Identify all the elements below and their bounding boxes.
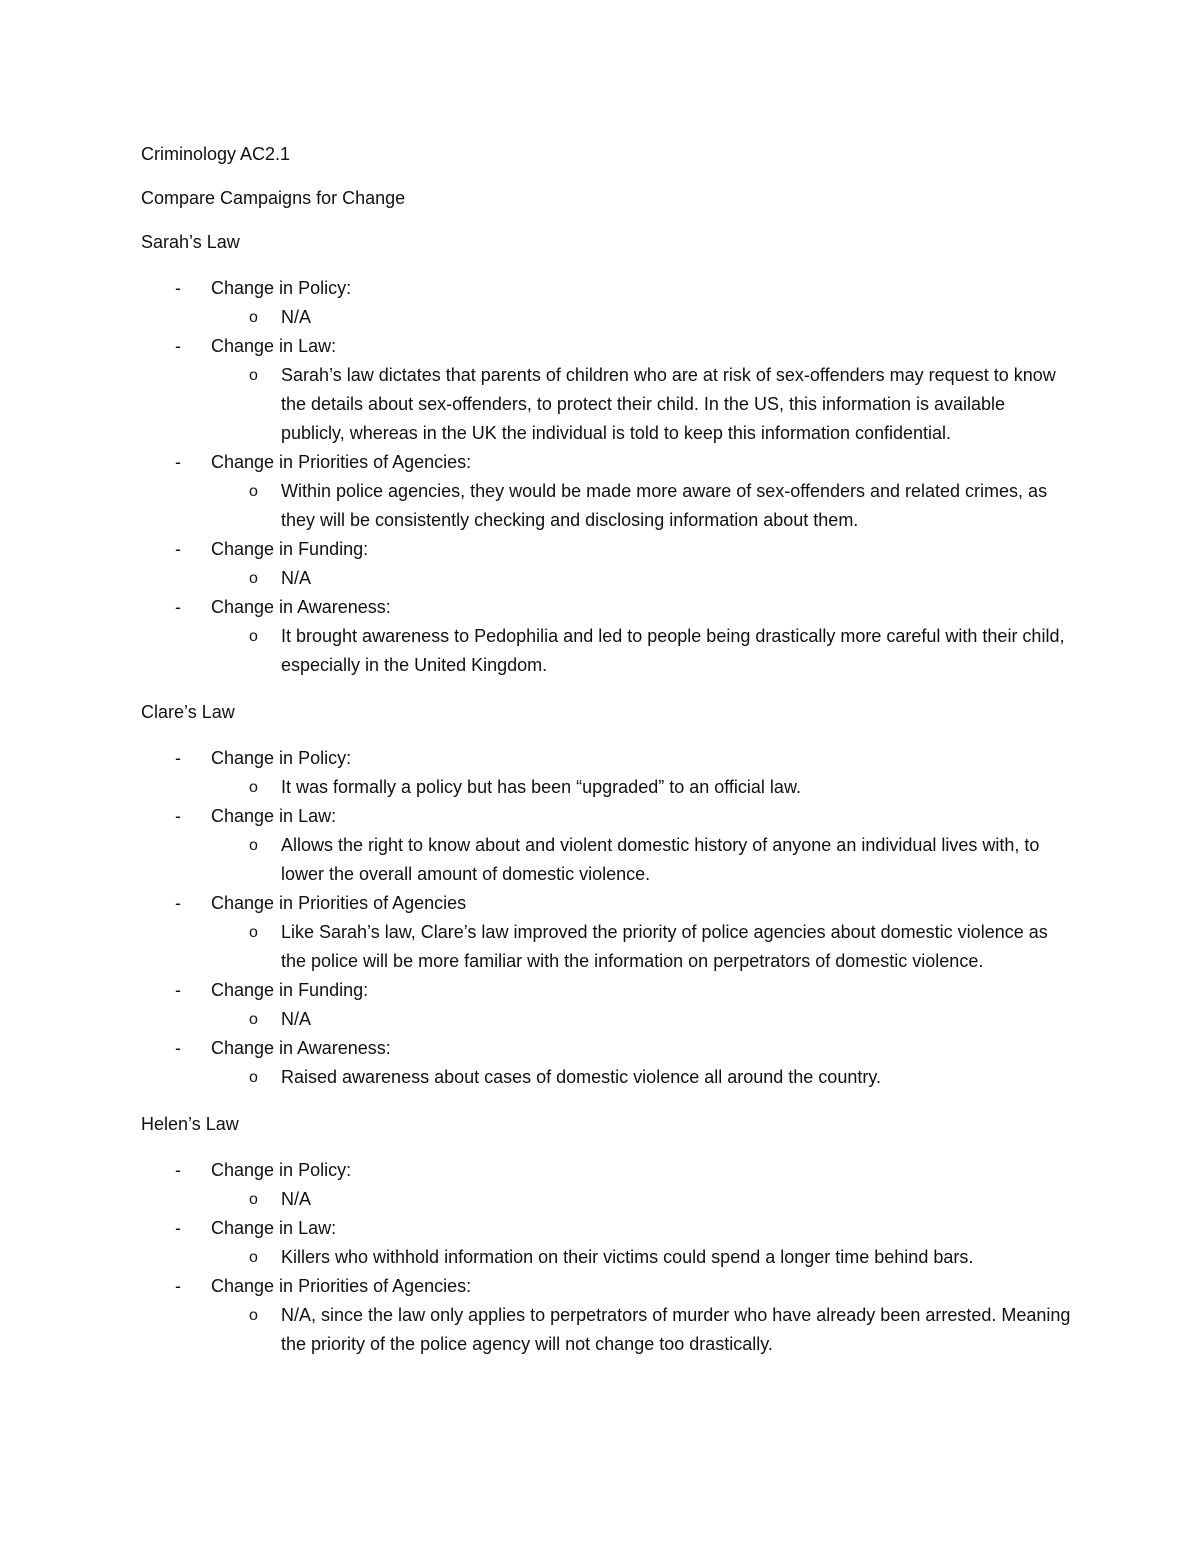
change-item [141,593,1071,680]
point-item [211,622,1071,680]
dash-bullet-icon: - [175,597,181,617]
dash-bullet-icon: - [175,539,181,559]
change-list [141,274,1071,680]
law-section [141,700,1071,1092]
sections-container [141,230,1071,1359]
change-label: Change in Funding: [211,539,369,559]
point-text: Killers who withhold information on their victims could spend a longer time behind bars. [281,1247,974,1267]
point-list [211,361,1071,448]
point-list [211,564,1071,593]
circle-bullet-icon: o [249,924,258,941]
point-text: Raised awareness about cases of domestic violence all around the country. [281,1067,882,1087]
point-item [211,1063,1071,1092]
change-label: Change in Policy: [211,748,352,768]
circle-bullet-icon: o [249,1191,258,1208]
point-text: Within police agencies, they would be made more aware of sex-offenders and related crimes, as they will be consistently checking and disclosing information about them. [281,481,1048,530]
section-heading: Helen’s Law [141,1114,239,1134]
dash-bullet-icon: - [175,748,181,768]
point-item [211,1185,1071,1214]
change-item [141,332,1071,448]
point-list [211,303,1071,332]
point-item [211,1301,1071,1359]
change-label: Change in Law: [211,336,337,356]
point-list [211,1185,1071,1214]
dash-bullet-icon: - [175,1038,181,1058]
change-item [141,448,1071,535]
circle-bullet-icon: o [249,309,258,326]
change-label: Change in Awareness: [211,597,391,617]
point-item [211,918,1071,976]
change-item [141,1156,1071,1214]
dash-bullet-icon: - [175,336,181,356]
change-label: Change in Priorities of Agencies: [211,452,472,472]
change-list [141,744,1071,1092]
law-section [141,1112,1071,1359]
point-list [211,918,1071,976]
change-item [141,1034,1071,1092]
section-heading: Sarah’s Law [141,232,240,252]
circle-bullet-icon: o [249,1069,258,1086]
point-text: N/A [281,568,312,588]
point-item [211,564,1071,593]
change-item [141,802,1071,889]
change-label: Change in Policy: [211,278,352,298]
circle-bullet-icon: o [249,570,258,587]
point-list [211,1243,1071,1272]
change-label: Change in Law: [211,806,337,826]
change-label: Change in Priorities of Agencies: [211,1276,472,1296]
dash-bullet-icon: - [175,1160,181,1180]
point-text: N/A [281,1189,312,1209]
change-item [141,1214,1071,1272]
point-text: N/A, since the law only applies to perpetrators of murder who have already been arrested. Meaning the priority of the police agency will not change too drastically. [281,1305,1071,1354]
point-text: Like Sarah’s law, Clare’s law improved the priority of police agencies about domestic violence as the police will be more familiar with the information on perpetrators of domestic violence. [281,922,1048,971]
document-title: Criminology AC2.1 [141,144,291,164]
section-heading: Clare’s Law [141,702,235,722]
change-label: Change in Law: [211,1218,337,1238]
circle-bullet-icon: o [249,779,258,796]
point-item [211,477,1071,535]
point-text: N/A [281,1009,312,1029]
law-section [141,230,1071,680]
change-item [141,274,1071,332]
point-item [211,361,1071,448]
document-subtitle: Compare Campaigns for Change [141,188,406,208]
point-item [211,303,1071,332]
change-label: Change in Priorities of Agencies [211,893,467,913]
point-list [211,1063,1071,1092]
point-text: N/A [281,307,312,327]
change-label: Change in Funding: [211,980,369,1000]
point-item [211,1005,1071,1034]
circle-bullet-icon: o [249,628,258,645]
dash-bullet-icon: - [175,980,181,1000]
point-text: It brought awareness to Pedophilia and led to people being drastically more careful with their child, especially in the United Kingdom. [281,626,1065,675]
change-list [141,1156,1071,1359]
change-item [141,889,1071,976]
circle-bullet-icon: o [249,367,258,384]
point-list [211,622,1071,680]
dash-bullet-icon: - [175,278,181,298]
change-item [141,976,1071,1034]
point-list [211,773,1071,802]
circle-bullet-icon: o [249,1011,258,1028]
change-item [141,1272,1071,1359]
dash-bullet-icon: - [175,1218,181,1238]
point-list [211,477,1071,535]
document-body [141,142,1071,1379]
dash-bullet-icon: - [175,1276,181,1296]
dash-bullet-icon: - [175,893,181,913]
dash-bullet-icon: - [175,806,181,826]
circle-bullet-icon: o [249,1307,258,1324]
point-text: It was formally a policy but has been “upgraded” to an official law. [281,777,801,797]
change-label: Change in Policy: [211,1160,352,1180]
circle-bullet-icon: o [249,837,258,854]
dash-bullet-icon: - [175,452,181,472]
point-list [211,1301,1071,1359]
circle-bullet-icon: o [249,1249,258,1266]
change-label: Change in Awareness: [211,1038,391,1058]
change-item [141,744,1071,802]
point-item [211,1243,1071,1272]
point-item [211,773,1071,802]
point-list [211,831,1071,889]
point-item [211,831,1071,889]
point-text: Sarah’s law dictates that parents of children who are at risk of sex-offenders may request to know the details about sex-offenders, to protect their child. In the US, this information is available publicly, whereas in the UK the individual is told to keep this information confidential. [281,365,1056,443]
circle-bullet-icon: o [249,483,258,500]
change-item [141,535,1071,593]
point-text: Allows the right to know about and violent domestic history of anyone an individual lives with, to lower the overall amount of domestic violence. [281,835,1040,884]
point-list [211,1005,1071,1034]
